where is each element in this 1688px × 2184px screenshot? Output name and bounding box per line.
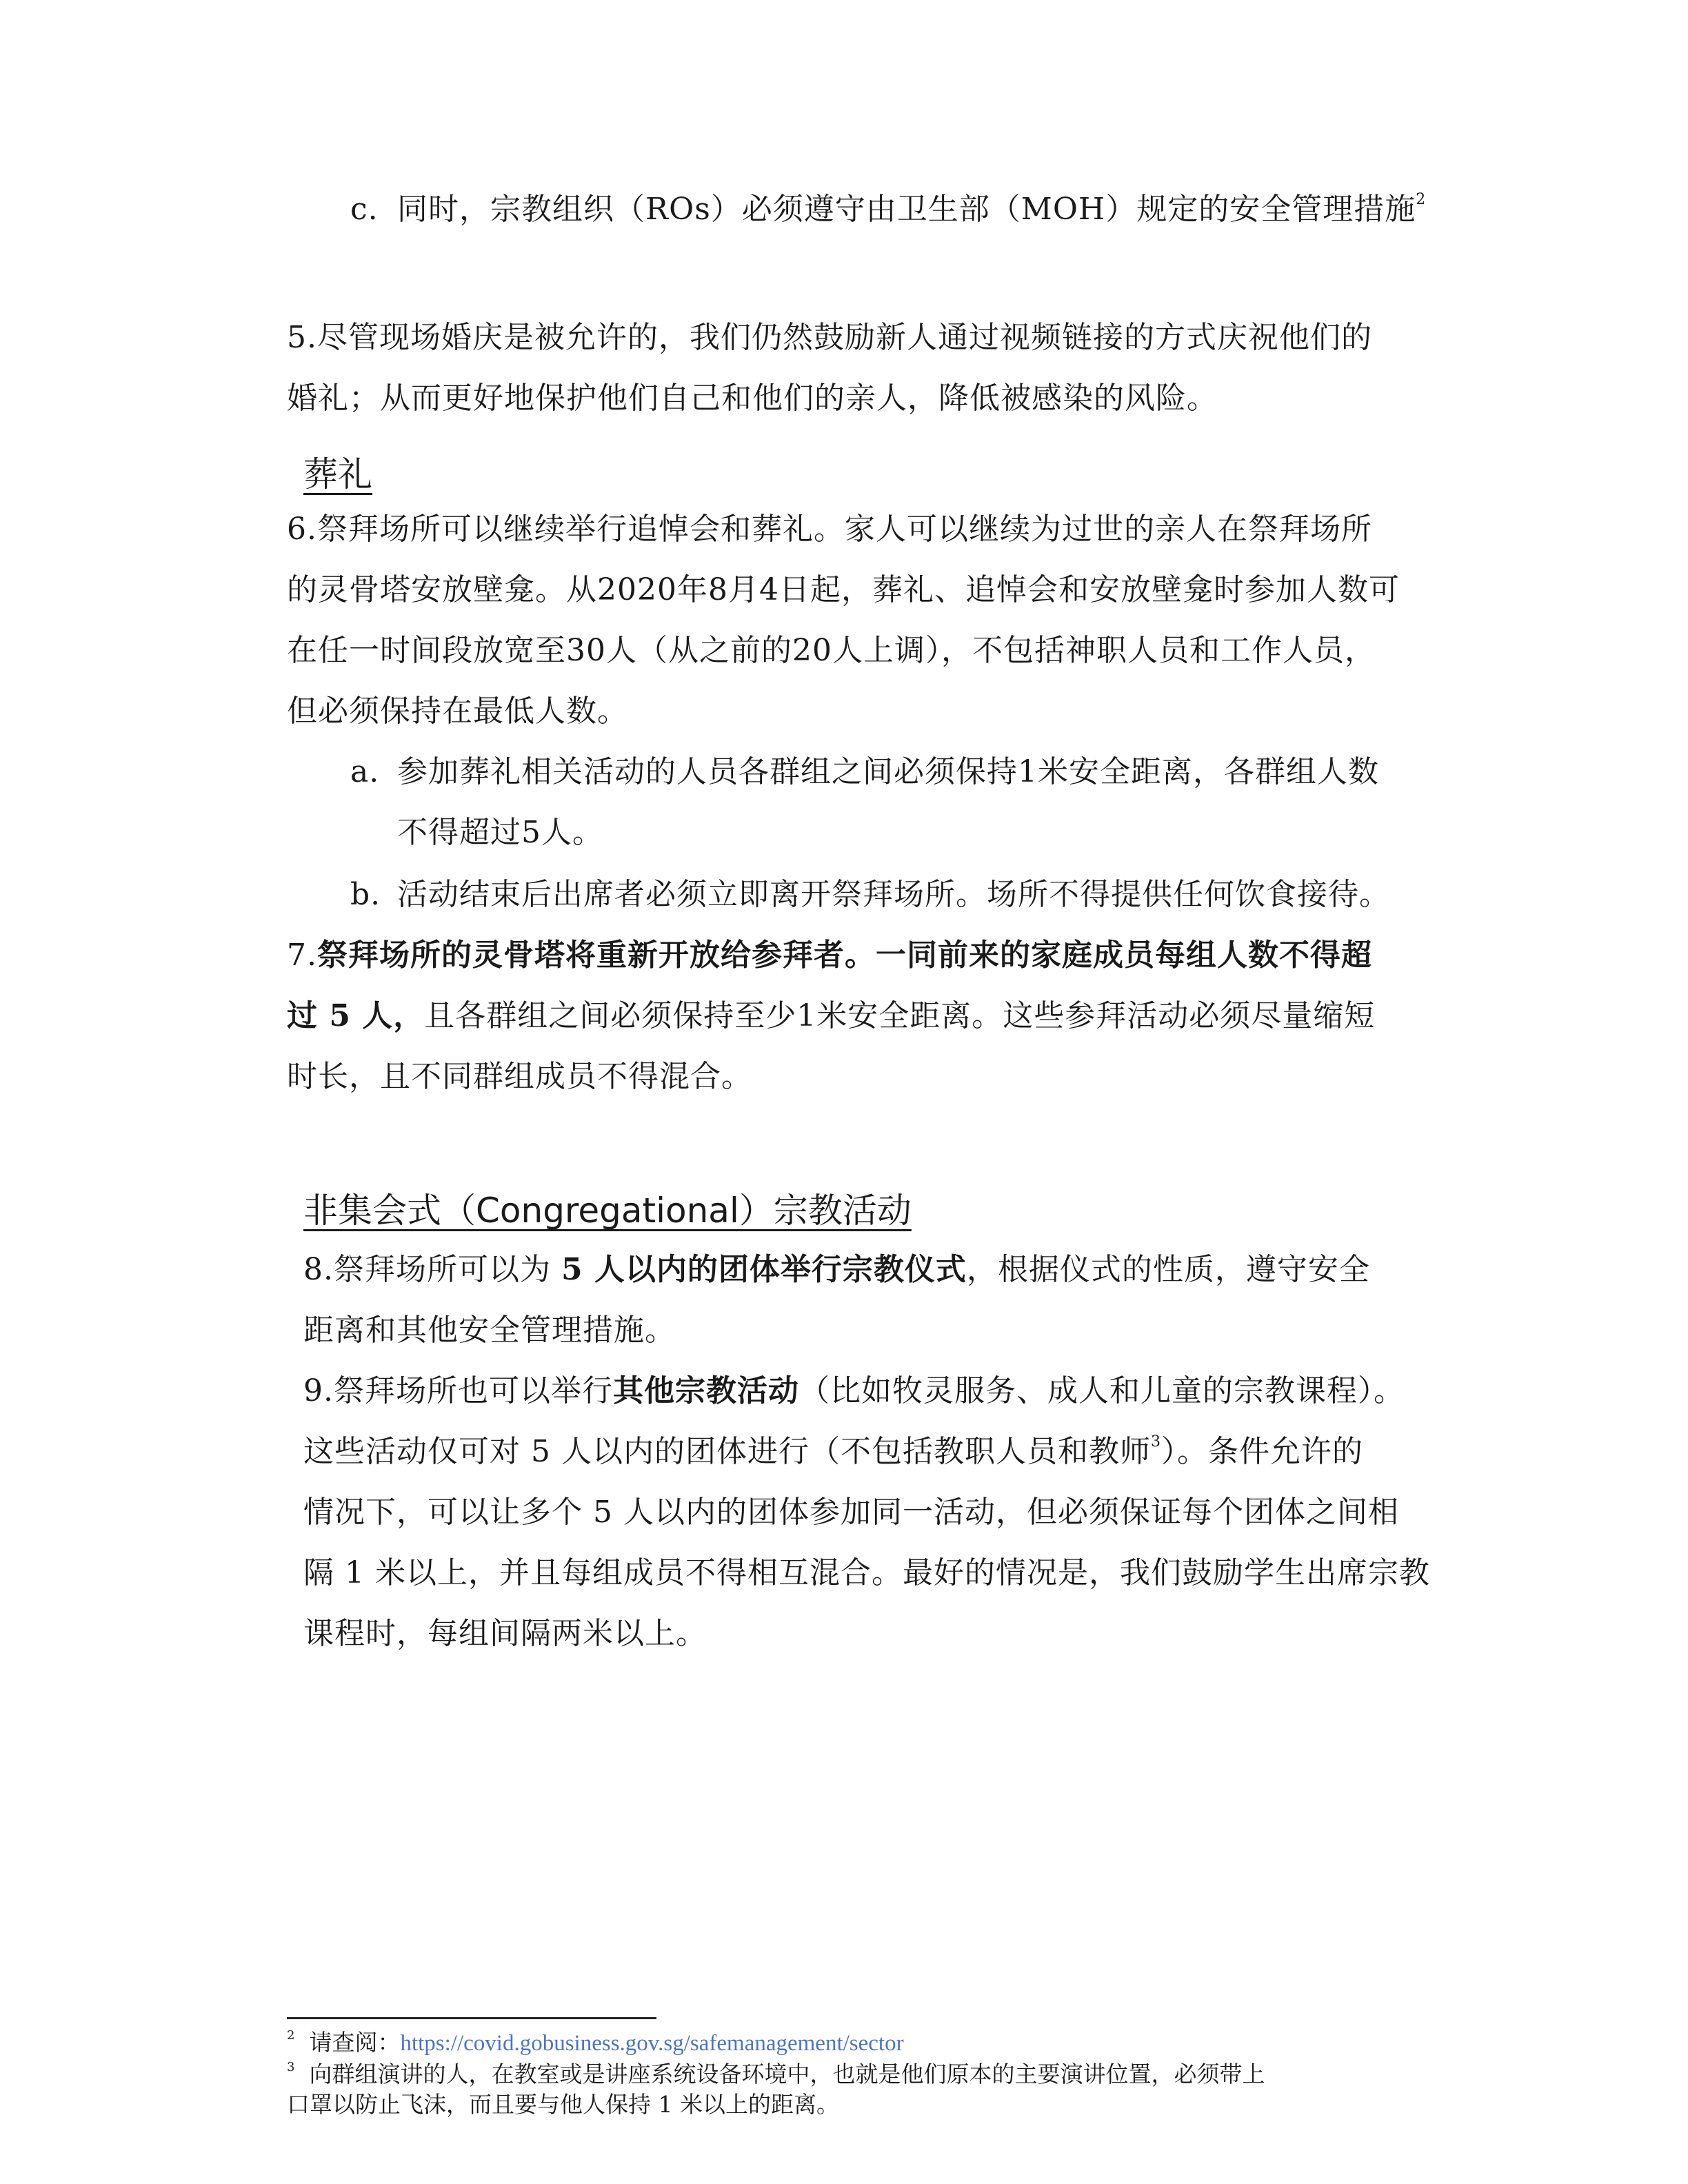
footnote-2-link[interactable]: https://covid.gobusiness.gov.sg/safemanagement/sector: [400, 2031, 904, 2056]
para-7-number: 7.: [287, 938, 317, 973]
para-8-line-1: [303, 1252, 1370, 1287]
para-7-bold-text: 祭拜场所的灵骨塔将重新开放给参拜者。一同前来的家庭成员每组人数不得超: [316, 938, 1372, 973]
item-6a-line-1: 参加葬礼相关活动的人员各群组之间必须保持1米安全距离，各群组人数: [397, 754, 1379, 789]
para-6-line-1: 6.祭拜场所可以继续举行追悼会和葬礼。家人可以继续为过世的亲人在祭拜场所: [287, 512, 1372, 547]
para-9-line-2: [303, 1433, 1363, 1469]
para-9-suffix: （比如牧灵服务、成人和儿童的宗教课程）。: [798, 1373, 1405, 1408]
para-6-line-4: 但必须保持在最低人数。: [287, 694, 628, 729]
section-heading-funeral: 葬礼: [303, 454, 372, 494]
para-8-line-2: 距离和其他安全管理措施。: [303, 1313, 676, 1348]
list-marker-a: a.: [350, 754, 380, 789]
para-5-line-1: 5.尽管现场婚庆是被允许的，我们仍然鼓励新人通过视频链接的方式庆祝他们的: [287, 320, 1372, 355]
item-4c-content: 同时，宗教组织（ROs）必须遵守由卫生部（MOH）规定的安全管理措施: [397, 192, 1416, 227]
section-heading-non-congregational: 非集会式（Congregational）宗教活动: [303, 1191, 912, 1231]
footnote-ref-3[interactable]: 3: [1150, 1433, 1161, 1450]
para-9-line-2a: 这些活动仅可对 5 人以内的团体进行（不包括教职人员和教师: [303, 1434, 1151, 1469]
item-6a-line-2: 不得超过5人。: [397, 815, 603, 850]
footnote-2-label: 请查阅：: [309, 2029, 401, 2056]
para-8-bold: 5 人以内的团体举行宗教仪式: [561, 1252, 967, 1287]
footnote-2-number: 2: [287, 2028, 295, 2043]
footnote-3-number: 3: [287, 2060, 295, 2074]
item-6b-text: 活动结束后出席者必须立即离开祭拜场所。场所不得提供任何饮食接待。: [397, 877, 1390, 912]
para-7-line-1: [287, 940, 1372, 971]
para-9-line-1: [303, 1373, 1405, 1408]
footnote-3-line-1: [287, 2060, 1265, 2087]
footnote-separator: [287, 2017, 656, 2019]
para-9-line-3: 情况下，可以让多个 5 人以内的团体参加同一活动，但必须保证每个团体之间相: [303, 1495, 1399, 1530]
para-7-bold-text-cont: 过 5 人，: [287, 998, 425, 1033]
footnote-2: [287, 2028, 904, 2056]
para-6-line-3: 在任一时间段放宽至30人（从之前的20人上调），不包括神职人员和工作人员，: [287, 633, 1376, 668]
para-7-rest: 且各群组之间必须保持至少1米安全距离。这些参拜活动必须尽量缩短: [424, 998, 1376, 1033]
para-7-line-3: 时长，且不同群组成员不得混合。: [287, 1059, 752, 1094]
para-9-bold: 其他宗教活动: [612, 1373, 799, 1408]
footnote-3-line-2: 口罩以防止飞沫，而且要与他人保持 1 米以上的距离。: [287, 2091, 839, 2118]
para-6-line-2: 的灵骨塔安放壁龛。从2020年8月4日起，葬礼、追悼会和安放壁龛时参加人数可: [287, 572, 1400, 607]
list-marker-c: c.: [350, 192, 379, 227]
para-9-prefix: 9.祭拜场所也可以举行: [303, 1373, 613, 1408]
para-7-line-2: [287, 998, 1376, 1033]
item-4c-text: [397, 191, 1427, 227]
para-9-line-2b: ）。条件允许的: [1160, 1434, 1363, 1469]
footnote-3-text: 向群组演讲的人，在教室或是讲座系统设备环境中，也就是他们原本的主要演讲位置，必须带上: [309, 2061, 1265, 2087]
para-9-line-5: 课程时，每组间隔两米以上。: [303, 1616, 707, 1651]
list-marker-b: b.: [350, 877, 381, 912]
para-9-line-4: 隔 1 米以上，并且每组成员不得相互混合。最好的情况是，我们鼓励学生出席宗教: [303, 1555, 1430, 1590]
para-8-suffix: ，根据仪式的性质，遵守安全: [966, 1252, 1370, 1287]
para-8-prefix: 8.祭拜场所可以为: [303, 1252, 561, 1287]
para-5-line-2: 婚礼；从而更好地保护他们自己和他们的亲人，降低被感染的风险。: [287, 381, 1218, 416]
footnote-ref-2[interactable]: 2: [1416, 191, 1427, 208]
